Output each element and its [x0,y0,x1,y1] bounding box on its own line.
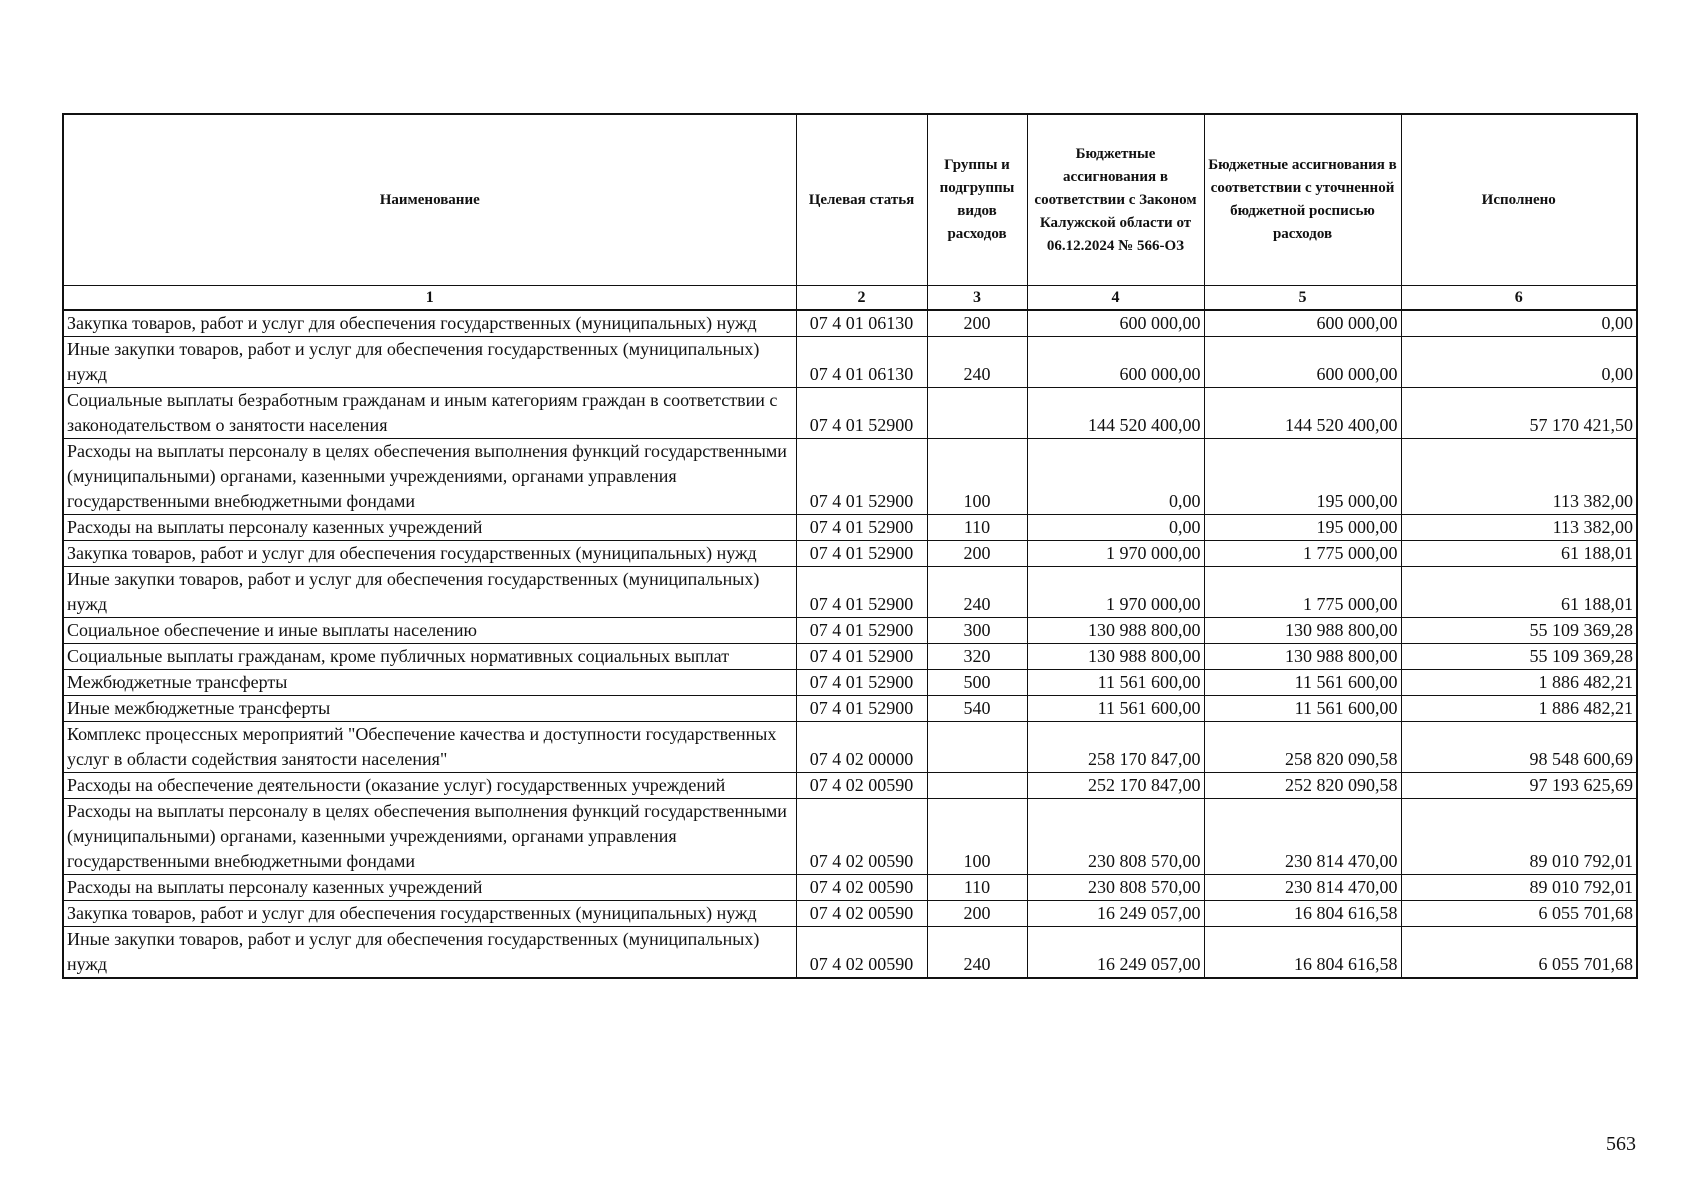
executed-cell: 6 055 701,68 [1401,901,1637,927]
law-allocation-cell: 258 170 847,00 [1027,722,1204,773]
executed-cell: 57 170 421,50 [1401,388,1637,439]
expense-group-cell: 200 [927,310,1027,337]
target-article-cell: 07 4 02 00590 [796,773,927,799]
table-row [63,670,1637,696]
table-row [63,310,1637,337]
target-article-cell: 07 4 01 52900 [796,541,927,567]
law-allocation-cell: 16 249 057,00 [1027,927,1204,979]
table-row [63,799,1637,875]
target-article-cell: 07 4 01 06130 [796,310,927,337]
table-row [63,439,1637,515]
target-article-cell: 07 4 01 52900 [796,618,927,644]
executed-cell: 1 886 482,21 [1401,696,1637,722]
expense-group-cell: 200 [927,541,1027,567]
expense-group-cell: 110 [927,515,1027,541]
refined-allocation-cell: 195 000,00 [1204,439,1401,515]
refined-allocation-cell: 1 775 000,00 [1204,541,1401,567]
row-name-cell: Межбюджетные трансферты [63,670,796,696]
header-target-article: Целевая статья [796,114,927,286]
expense-group-cell: 240 [927,337,1027,388]
header-executed: Исполнено [1401,114,1637,286]
expense-group-cell: 100 [927,439,1027,515]
executed-cell: 61 188,01 [1401,541,1637,567]
table-row [63,696,1637,722]
column-number: 6 [1401,286,1637,311]
header-law-allocations: Бюджетные ассигнования в соответствии с Законом Калужской области от 06.12.2024 № 566-ОЗ [1027,114,1204,286]
executed-cell: 6 055 701,68 [1401,927,1637,979]
header-name: Наименование [63,114,796,286]
target-article-cell: 07 4 02 00590 [796,875,927,901]
refined-allocation-cell: 230 814 470,00 [1204,875,1401,901]
refined-allocation-cell: 16 804 616,58 [1204,927,1401,979]
table-row [63,644,1637,670]
target-article-cell: 07 4 01 52900 [796,644,927,670]
table-row [63,901,1637,927]
column-number: 1 [63,286,796,311]
target-article-cell: 07 4 02 00000 [796,722,927,773]
expense-group-cell: 100 [927,799,1027,875]
expense-group-cell: 240 [927,567,1027,618]
header-expense-groups: Группы и подгруппы видов расходов [927,114,1027,286]
executed-cell: 0,00 [1401,310,1637,337]
law-allocation-cell: 230 808 570,00 [1027,875,1204,901]
executed-cell: 0,00 [1401,337,1637,388]
law-allocation-cell: 252 170 847,00 [1027,773,1204,799]
target-article-cell: 07 4 02 00590 [796,799,927,875]
expense-group-cell: 320 [927,644,1027,670]
target-article-cell: 07 4 01 06130 [796,337,927,388]
row-name-cell: Расходы на выплаты персоналу в целях обеспечения выполнения функций государственными (муниципальными) органами, казенными учреждениями, органами управления государственными внебюджетными фондами [63,439,796,515]
column-number-row [63,286,1637,311]
executed-cell: 113 382,00 [1401,515,1637,541]
law-allocation-cell: 600 000,00 [1027,310,1204,337]
budget-table [62,113,1638,979]
refined-allocation-cell: 600 000,00 [1204,310,1401,337]
row-name-cell: Комплекс процессных мероприятий "Обеспечение качества и доступности государственных услуг в области содействия занятости населения" [63,722,796,773]
refined-allocation-cell: 195 000,00 [1204,515,1401,541]
refined-allocation-cell: 252 820 090,58 [1204,773,1401,799]
refined-allocation-cell: 16 804 616,58 [1204,901,1401,927]
law-allocation-cell: 0,00 [1027,439,1204,515]
table-row [63,337,1637,388]
header-refined-allocations: Бюджетные ассигнования в соответствии с уточненной бюджетной росписью расходов [1204,114,1401,286]
table-row [63,618,1637,644]
row-name-cell: Иные закупки товаров, работ и услуг для обеспечения государственных (муниципальных) нужд [63,337,796,388]
row-name-cell: Иные закупки товаров, работ и услуг для обеспечения государственных (муниципальных) нужд [63,927,796,979]
column-number: 3 [927,286,1027,311]
law-allocation-cell: 16 249 057,00 [1027,901,1204,927]
table-row [63,927,1637,979]
expense-group-cell: 540 [927,696,1027,722]
row-name-cell: Расходы на выплаты персоналу в целях обеспечения выполнения функций государственными (муниципальными) органами, казенными учреждениями, органами управления государственными внебюджетными фондами [63,799,796,875]
refined-allocation-cell: 258 820 090,58 [1204,722,1401,773]
table-row [63,388,1637,439]
refined-allocation-cell: 11 561 600,00 [1204,696,1401,722]
law-allocation-cell: 11 561 600,00 [1027,670,1204,696]
executed-cell: 89 010 792,01 [1401,875,1637,901]
target-article-cell: 07 4 02 00590 [796,901,927,927]
row-name-cell: Социальные выплаты безработным гражданам и иным категориям граждан в соответствии с законодательством о занятости населения [63,388,796,439]
table-row [63,515,1637,541]
target-article-cell: 07 4 01 52900 [796,439,927,515]
law-allocation-cell: 600 000,00 [1027,337,1204,388]
target-article-cell: 07 4 01 52900 [796,388,927,439]
refined-allocation-cell: 230 814 470,00 [1204,799,1401,875]
expense-group-cell [927,388,1027,439]
law-allocation-cell: 130 988 800,00 [1027,618,1204,644]
column-number: 5 [1204,286,1401,311]
law-allocation-cell: 1 970 000,00 [1027,567,1204,618]
table-row [63,722,1637,773]
executed-cell: 97 193 625,69 [1401,773,1637,799]
target-article-cell: 07 4 01 52900 [796,567,927,618]
row-name-cell: Закупка товаров, работ и услуг для обеспечения государственных (муниципальных) нужд [63,541,796,567]
expense-group-cell: 240 [927,927,1027,979]
law-allocation-cell: 0,00 [1027,515,1204,541]
refined-allocation-cell: 11 561 600,00 [1204,670,1401,696]
refined-allocation-cell: 130 988 800,00 [1204,618,1401,644]
expense-group-cell: 300 [927,618,1027,644]
executed-cell: 98 548 600,69 [1401,722,1637,773]
expense-group-cell: 200 [927,901,1027,927]
row-name-cell: Социальные выплаты гражданам, кроме публичных нормативных социальных выплат [63,644,796,670]
expense-group-cell: 500 [927,670,1027,696]
refined-allocation-cell: 130 988 800,00 [1204,644,1401,670]
target-article-cell: 07 4 01 52900 [796,670,927,696]
executed-cell: 113 382,00 [1401,439,1637,515]
column-number: 2 [796,286,927,311]
refined-allocation-cell: 1 775 000,00 [1204,567,1401,618]
expense-group-cell [927,722,1027,773]
executed-cell: 1 886 482,21 [1401,670,1637,696]
expense-group-cell: 110 [927,875,1027,901]
row-name-cell: Закупка товаров, работ и услуг для обеспечения государственных (муниципальных) нужд [63,310,796,337]
executed-cell: 55 109 369,28 [1401,644,1637,670]
law-allocation-cell: 11 561 600,00 [1027,696,1204,722]
law-allocation-cell: 1 970 000,00 [1027,541,1204,567]
law-allocation-cell: 130 988 800,00 [1027,644,1204,670]
row-name-cell: Социальное обеспечение и иные выплаты населению [63,618,796,644]
target-article-cell: 07 4 01 52900 [796,696,927,722]
executed-cell: 89 010 792,01 [1401,799,1637,875]
executed-cell: 55 109 369,28 [1401,618,1637,644]
table-row [63,875,1637,901]
row-name-cell: Расходы на выплаты персоналу казенных учреждений [63,515,796,541]
column-number: 4 [1027,286,1204,311]
target-article-cell: 07 4 01 52900 [796,515,927,541]
executed-cell: 61 188,01 [1401,567,1637,618]
row-name-cell: Иные межбюджетные трансферты [63,696,796,722]
table-row [63,773,1637,799]
expense-group-cell [927,773,1027,799]
law-allocation-cell: 230 808 570,00 [1027,799,1204,875]
target-article-cell: 07 4 02 00590 [796,927,927,979]
refined-allocation-cell: 144 520 400,00 [1204,388,1401,439]
page-number: 563 [1606,1133,1636,1155]
table-row [63,541,1637,567]
row-name-cell: Расходы на обеспечение деятельности (оказание услуг) государственных учреждений [63,773,796,799]
row-name-cell: Иные закупки товаров, работ и услуг для обеспечения государственных (муниципальных) нужд [63,567,796,618]
law-allocation-cell: 144 520 400,00 [1027,388,1204,439]
table-row [63,567,1637,618]
table-body [63,310,1637,978]
row-name-cell: Расходы на выплаты персоналу казенных учреждений [63,875,796,901]
refined-allocation-cell: 600 000,00 [1204,337,1401,388]
row-name-cell: Закупка товаров, работ и услуг для обеспечения государственных (муниципальных) нужд [63,901,796,927]
header-row [63,114,1637,286]
